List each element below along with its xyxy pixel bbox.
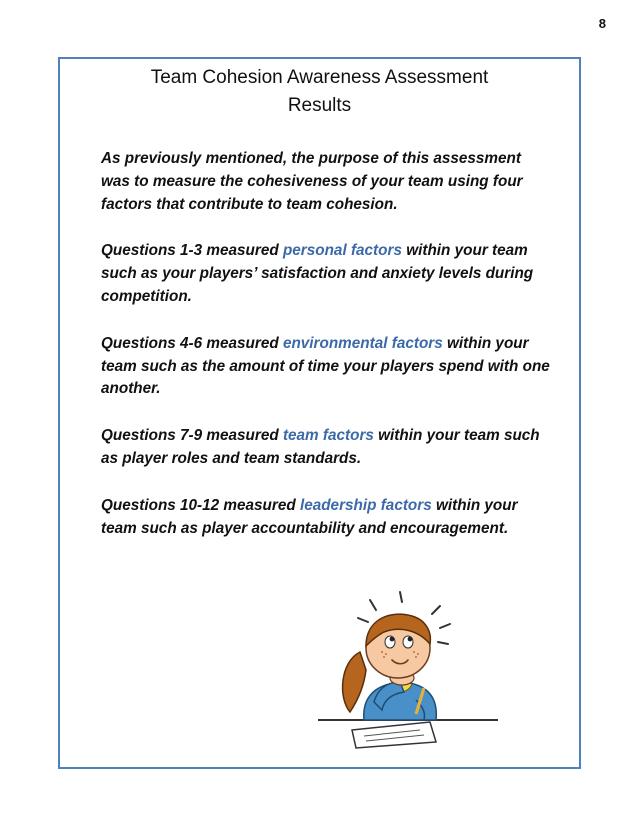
thinking-girl-icon: [312, 590, 512, 755]
leadership-factors-highlight: leadership factors: [299, 496, 432, 514]
leadership-after: within your team such as player accountability and encouragement.: [101, 496, 518, 537]
leadership-factors-paragraph: [101, 495, 551, 541]
title-line-2: Results: [287, 95, 352, 116]
environmental-factors-paragraph: [101, 333, 551, 401]
title-line-1: Team Cohesion Awareness Assessment: [150, 67, 489, 88]
personal-factors-paragraph: [101, 240, 551, 308]
results-text: [101, 148, 551, 564]
team-after: within your team such as player roles and team standards.: [101, 427, 540, 467]
environmental-factors-highlight: environmental factors: [282, 334, 443, 352]
intro-paragraph: As previously mentioned, the purpose of this assessment was to measure the cohesiveness of your team using four factors that contribute to team cohesion.: [101, 150, 523, 213]
page-title: [58, 64, 581, 120]
team-factors-highlight: team factors: [282, 427, 374, 445]
team-before: Questions 7-9 measured: [101, 427, 283, 445]
leadership-before: Questions 10-12 measured: [101, 496, 300, 514]
page-number: 8: [598, 16, 606, 31]
personal-factors-highlight: personal factors: [282, 242, 402, 260]
environmental-after: within your team such as the amount of time your players spend with one another.: [101, 334, 550, 398]
personal-after: within your team such as your players’ satisfaction and anxiety levels during competition.: [101, 242, 534, 305]
personal-before: Questions 1-3 measured: [101, 242, 283, 260]
environmental-before: Questions 4-6 measured: [101, 334, 283, 352]
team-factors-paragraph: [101, 425, 551, 471]
